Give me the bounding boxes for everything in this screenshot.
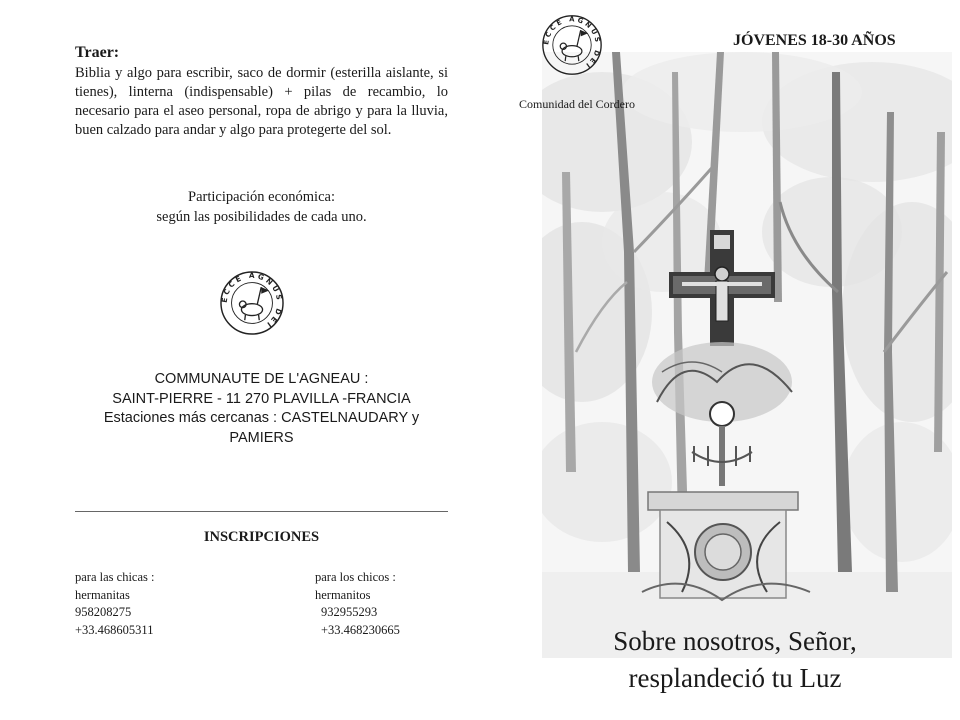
community-name: Comunidad del Cordero xyxy=(519,97,635,111)
contact-girls xyxy=(75,569,154,639)
forest-altar-illustration xyxy=(542,52,952,658)
girls-name: hermanitas xyxy=(75,587,130,602)
slogan xyxy=(540,623,930,697)
economic-line-2: según las posibilidades de cada uno. xyxy=(156,209,367,225)
bring-list-text: Biblia y algo para escribir, saco de dormir (esterilla aislante, si tienes), linterna (indispensable) + pilas de recambio, lo necesario para el aseo personal, ropa de abrigo y para la lluvia, buen calzado para andar y algo para protegerte del sol. xyxy=(75,65,448,138)
community-address xyxy=(75,370,448,448)
boys-label: para los chicos : xyxy=(315,570,396,584)
slogan-line-2: resplandeció tu Luz xyxy=(628,663,842,693)
address-line-1: COMMUNAUTE DE L'AGNEAU : xyxy=(154,371,369,387)
boys-name: hermanitos xyxy=(315,587,371,602)
girls-label: para las chicas : xyxy=(75,570,155,584)
svg-text:ECCE AGNUS DEI xyxy=(220,271,285,331)
address-line-4: PAMIERS xyxy=(229,429,294,446)
seal-text: ECCE AGNUS DEI xyxy=(219,270,285,331)
inscriptions-title: INSCRIPCIONES xyxy=(203,529,320,545)
divider xyxy=(75,511,448,512)
economic-participation xyxy=(75,187,448,227)
address-line-2: SAINT-PIERRE - 11 270 PLAVILLA -FRANCIA xyxy=(112,390,411,407)
lamb-seal-icon-header xyxy=(541,14,603,76)
address-line-3: Estaciones más cercanas : CASTELNAUDARY y xyxy=(103,410,420,426)
youth-age-label: JÓVENES 18-30 AÑOS xyxy=(733,32,896,49)
contact-boys xyxy=(315,569,400,639)
svg-text:ECCE AGNUS DEI xyxy=(542,15,602,70)
boys-phone: 932955293 xyxy=(321,605,378,619)
girls-intl-phone: +33.468605311 xyxy=(75,622,154,637)
seal-text-header: ECCE AGNUS DEI xyxy=(542,15,602,71)
boys-intl-phone: +33.468230665 xyxy=(321,622,400,637)
girls-phone: 958208275 xyxy=(75,605,132,619)
lamb-seal-icon xyxy=(219,270,285,336)
bring-title: Traer: xyxy=(75,44,120,61)
slogan-line-1: Sobre nosotros, Señor, xyxy=(613,626,857,656)
economic-line-1: Participación económica: xyxy=(188,189,335,205)
